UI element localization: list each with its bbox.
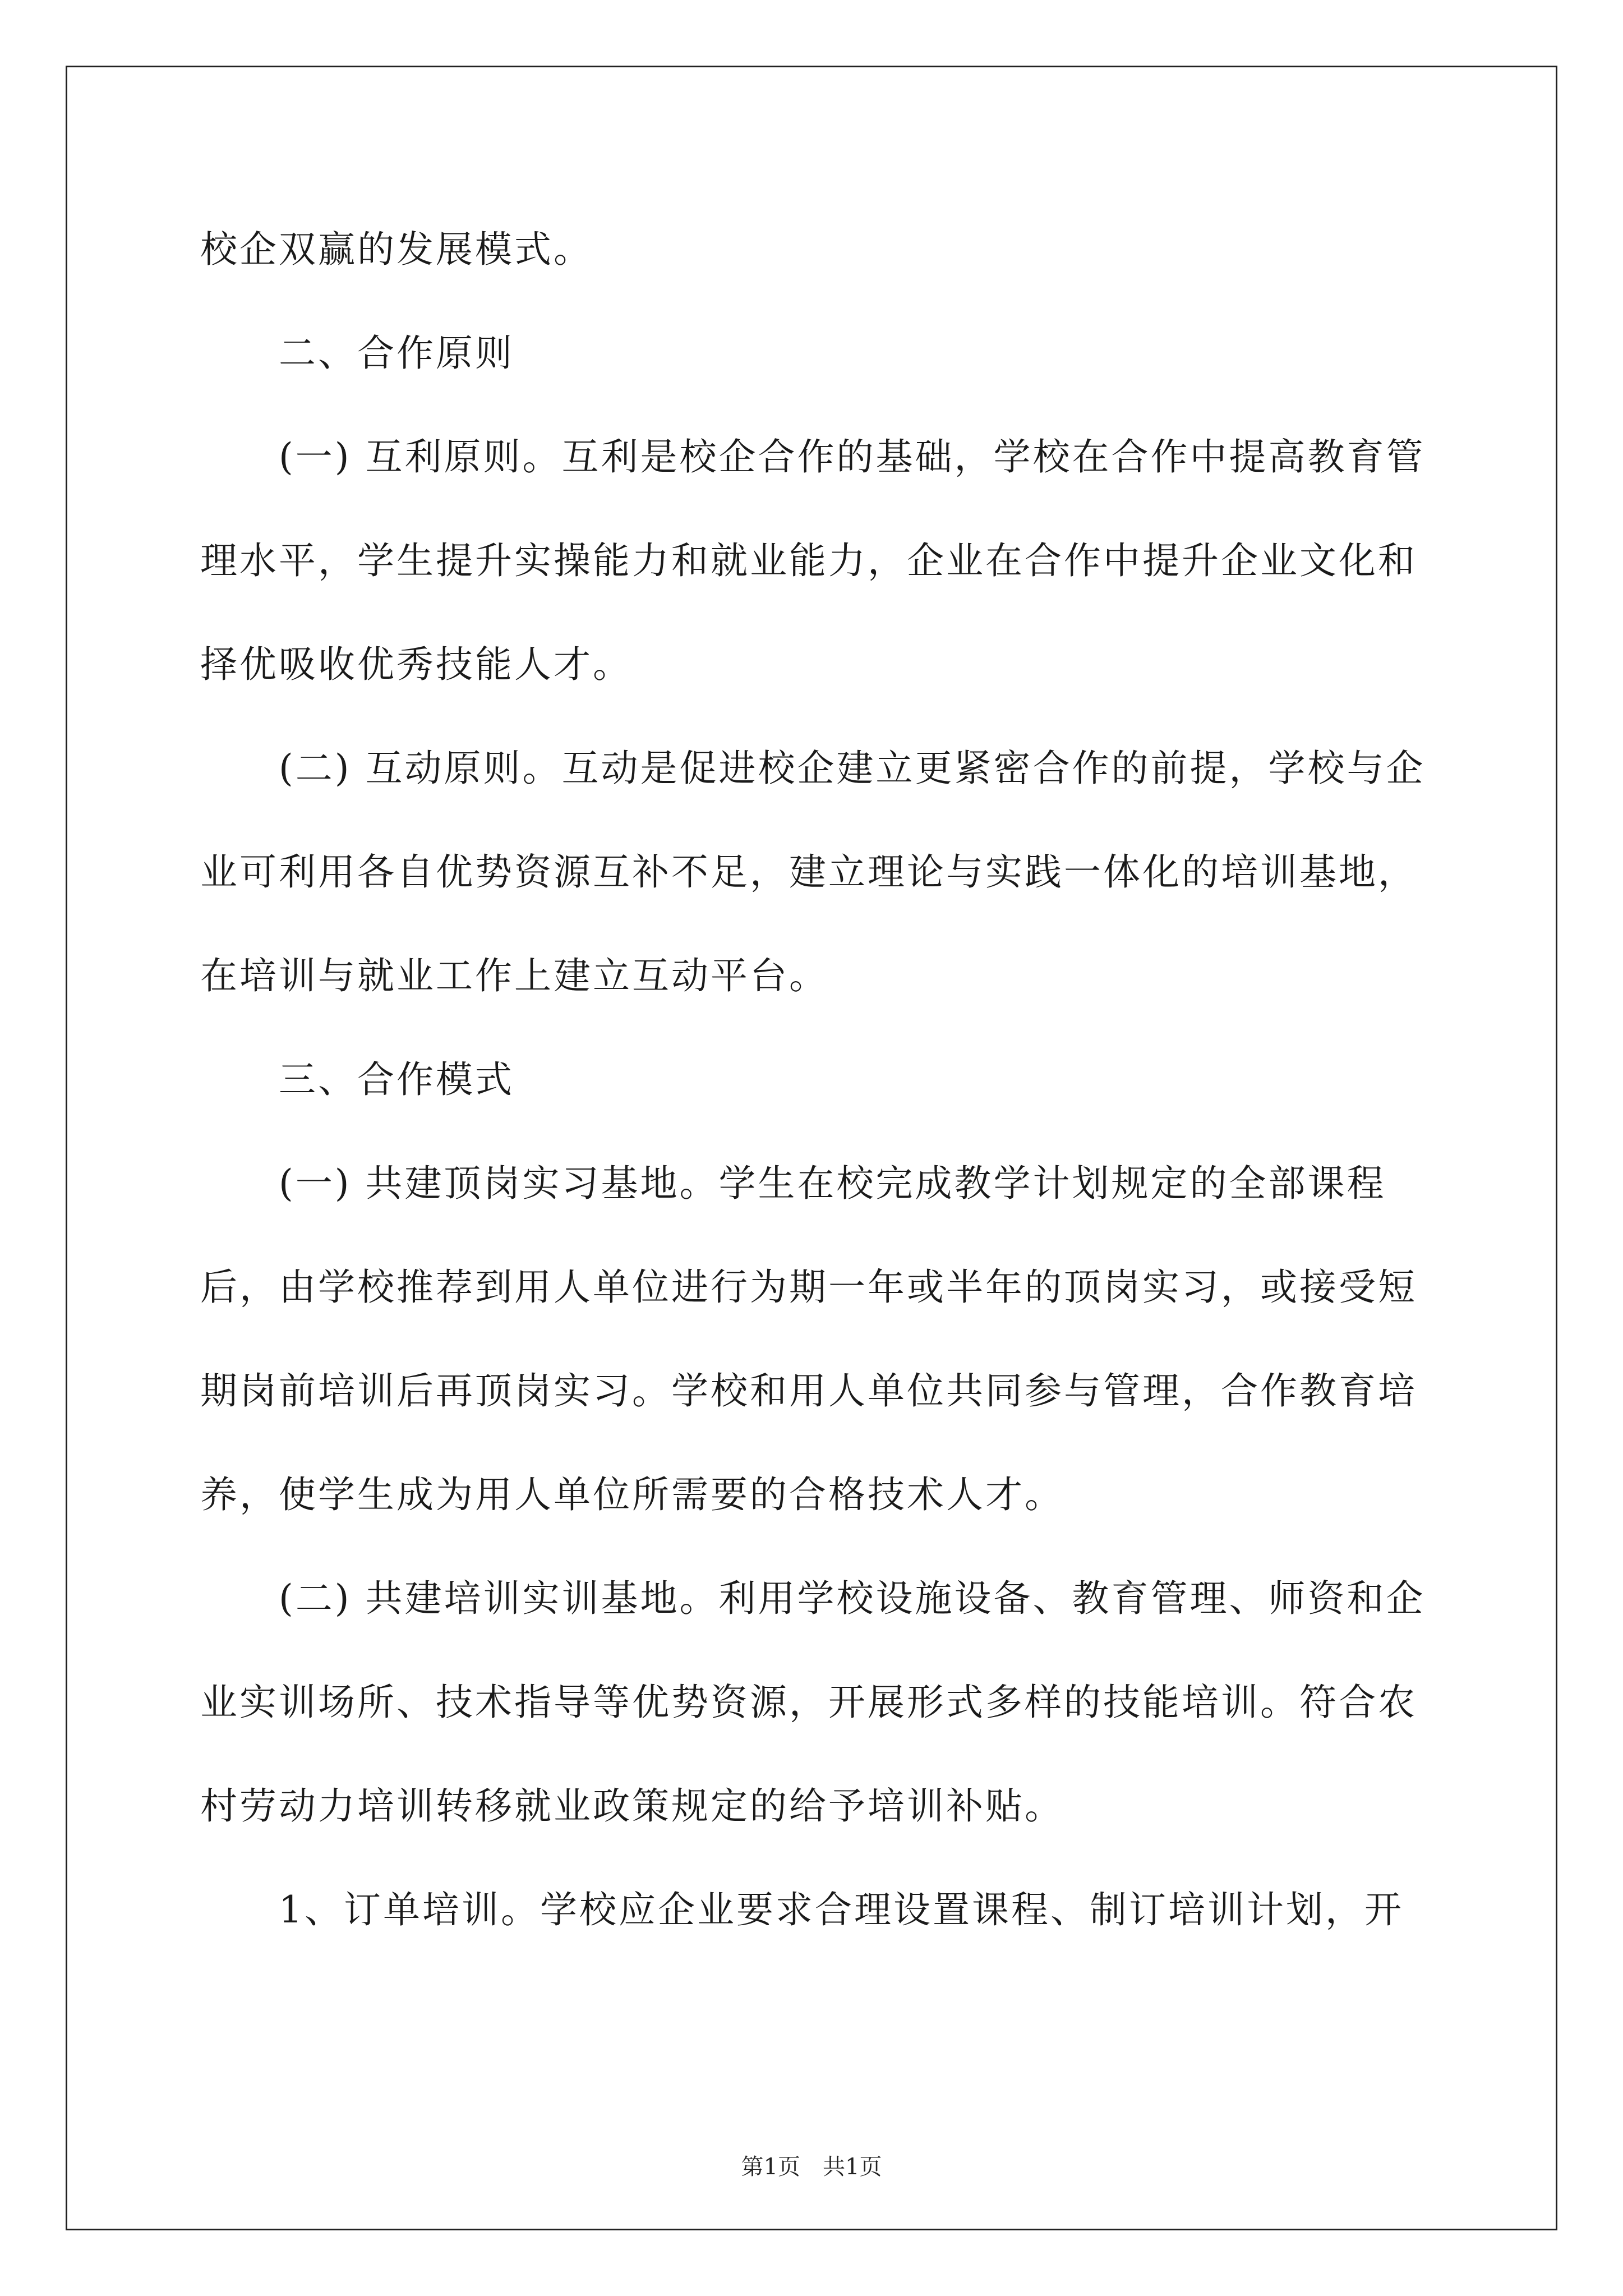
- paragraph-order-training: 1、订单培训。学校应企业要求合理设置课程、制订培训计划，开: [279, 1888, 1404, 1931]
- paragraph-1: 校企双赢的发展模式。: [200, 228, 593, 271]
- heading-cooperation-modes: 三、合作模式: [279, 1058, 514, 1101]
- paragraph-mutual-benefit: (一) 互利原则。互利是校企合作的基础，学校在合作中提高教育管理水平，学生提升实操能力和就业能力，企业在合作中提升企业文化和择优吸收优秀技能人才。: [200, 435, 1426, 686]
- page-footer: 第1页 共1页: [741, 2154, 882, 2180]
- paragraph-interaction: (二) 互动原则。互动是促进校企建立更紧密合作的前提，学校与企业可利用各自优势资源互补不足，建立理论与实践一体化的培训基地，在培训与就业工作上建立互动平台。: [200, 747, 1426, 997]
- paragraph-training-base: (二) 共建培训实训基地。利用学校设施设备、教育管理、师资和企业实训场所、技术指导等优势资源，开展形式多样的技能培训。符合农村劳动力培训转移就业政策规定的给予培训补贴。: [200, 1577, 1426, 1828]
- paragraph-internship-base: (一) 共建顶岗实习基地。学生在校完成教学计划规定的全部课程后，由学校推荐到用人单位进行为期一年或半年的顶岗实习，或接受短期岗前培训后再顶岗实习。学校和用人单位共同参与管理，合作教育培养，使学生成为用人单位所需要的合格技术人才。: [200, 1162, 1417, 1516]
- heading-cooperation-principles: 二、合作原则: [279, 332, 514, 375]
